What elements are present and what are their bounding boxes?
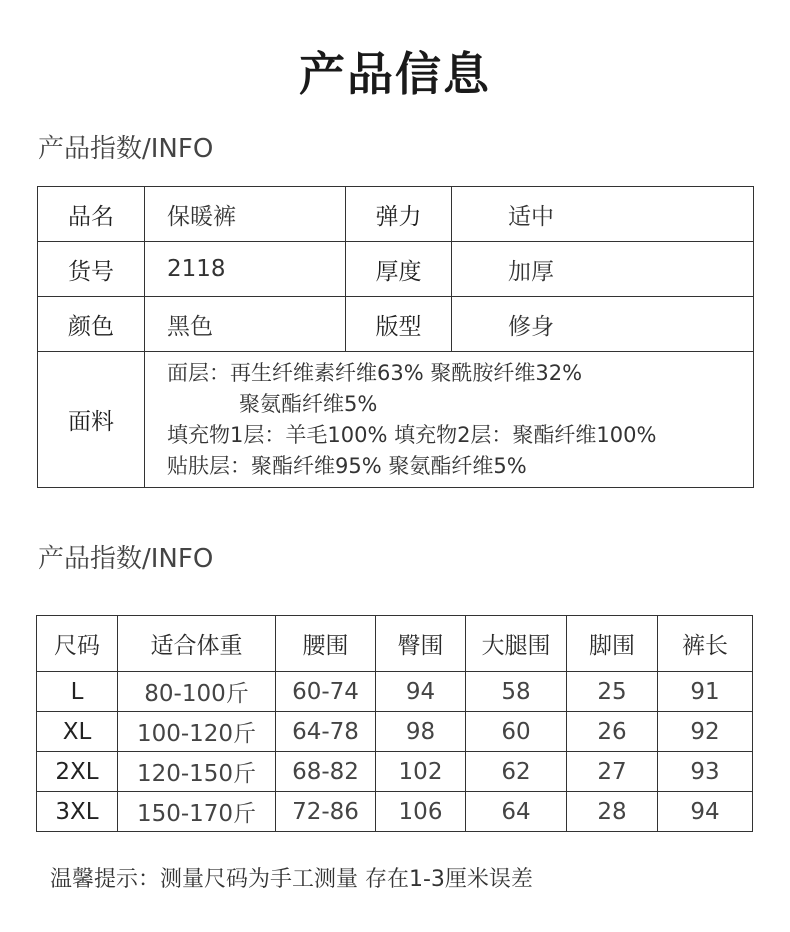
label-item-number: 货号 — [38, 242, 145, 297]
value-color: 黑色 — [145, 297, 346, 352]
value-elasticity: 适中 — [452, 187, 754, 242]
value-product-name: 保暖裤 — [145, 187, 346, 242]
size-chart-table — [36, 615, 753, 832]
info-row-fabric — [38, 352, 754, 488]
cell-weight: 120-150斤 — [118, 752, 276, 792]
table-row — [37, 672, 753, 712]
cell-thigh: 64 — [466, 792, 567, 832]
header-waist: 腰围 — [276, 616, 376, 672]
header-hip: 臀围 — [376, 616, 466, 672]
size-section-heading: 产品指数/INFO — [38, 544, 214, 574]
cell-length: 92 — [658, 712, 753, 752]
cell-thigh: 60 — [466, 712, 567, 752]
cell-ankle: 27 — [567, 752, 658, 792]
header-ankle: 脚围 — [567, 616, 658, 672]
label-elasticity: 弹力 — [346, 187, 452, 242]
value-fabric — [145, 352, 754, 488]
cell-size: 2XL — [37, 752, 118, 792]
fabric-line: 贴肤层：聚酯纤维95% 聚氨酯纤维5% — [167, 453, 527, 478]
cell-waist: 64-78 — [276, 712, 376, 752]
cell-hip: 106 — [376, 792, 466, 832]
cell-thigh: 62 — [466, 752, 567, 792]
cell-waist: 72-86 — [276, 792, 376, 832]
cell-hip: 94 — [376, 672, 466, 712]
value-item-number: 2118 — [145, 242, 346, 297]
label-fabric: 面料 — [38, 352, 145, 488]
measurement-note: 温馨提示：测量尺码为手工测量 存在1-3厘米误差 — [50, 867, 533, 892]
info-section-heading: 产品指数/INFO — [38, 134, 214, 164]
cell-ankle: 25 — [567, 672, 658, 712]
cell-weight: 80-100斤 — [118, 672, 276, 712]
cell-size: 3XL — [37, 792, 118, 832]
cell-length: 93 — [658, 752, 753, 792]
cell-waist: 60-74 — [276, 672, 376, 712]
page-title: 产品信息 — [299, 47, 491, 101]
fabric-line: 填充物1层：羊毛100% 填充物2层：聚酯纤维100% — [167, 422, 657, 447]
info-row-color — [38, 297, 754, 352]
cell-thigh: 58 — [466, 672, 567, 712]
cell-size: L — [37, 672, 118, 712]
header-weight: 适合体重 — [118, 616, 276, 672]
product-info-table — [37, 186, 754, 488]
size-table-header — [37, 616, 753, 672]
fabric-line: 聚氨酯纤维5% — [239, 391, 378, 416]
cell-weight: 100-120斤 — [118, 712, 276, 752]
label-product-name: 品名 — [38, 187, 145, 242]
cell-size: XL — [37, 712, 118, 752]
table-row — [37, 752, 753, 792]
label-thickness: 厚度 — [346, 242, 452, 297]
value-fit: 修身 — [452, 297, 754, 352]
fabric-line: 面层：再生纤维素纤维63% 聚酰胺纤维32% — [167, 360, 583, 385]
cell-ankle: 26 — [567, 712, 658, 752]
value-thickness: 加厚 — [452, 242, 754, 297]
label-fit: 版型 — [346, 297, 452, 352]
cell-hip: 102 — [376, 752, 466, 792]
cell-ankle: 28 — [567, 792, 658, 832]
cell-length: 94 — [658, 792, 753, 832]
cell-length: 91 — [658, 672, 753, 712]
cell-weight: 150-170斤 — [118, 792, 276, 832]
header-size: 尺码 — [37, 616, 118, 672]
table-row — [37, 712, 753, 752]
info-row-item-number — [38, 242, 754, 297]
cell-hip: 98 — [376, 712, 466, 752]
label-color: 颜色 — [38, 297, 145, 352]
cell-waist: 68-82 — [276, 752, 376, 792]
header-length: 裤长 — [658, 616, 753, 672]
info-row-name — [38, 187, 754, 242]
header-thigh: 大腿围 — [466, 616, 567, 672]
table-row — [37, 792, 753, 832]
